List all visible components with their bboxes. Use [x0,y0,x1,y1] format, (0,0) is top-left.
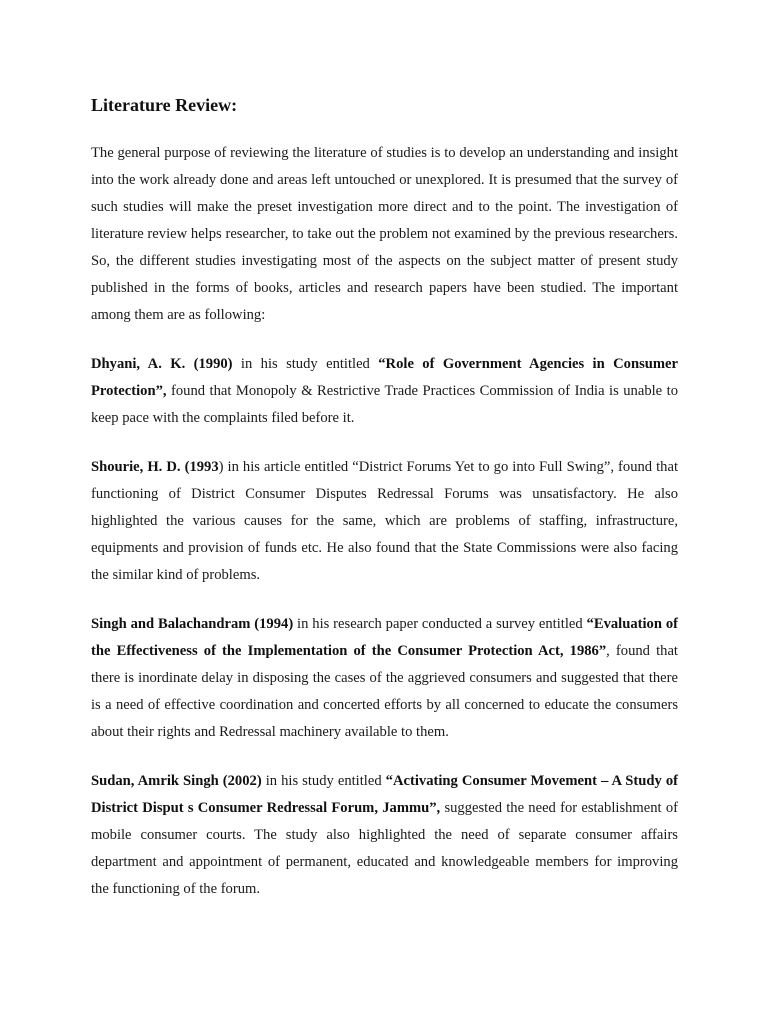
review-lead-text: in his research paper conducted a survey entitled [293,616,587,632]
review-author: Sudan, Amrik Singh (2002) [91,773,262,789]
review-author: Shourie, H. D. (1993 [91,459,219,475]
review-author: Singh and Balachandram (1994) [91,616,294,632]
review-title: “Activating Consumer Movement – A Study of District Disput s Consumer Redressal Forum, Jammu”, [91,773,678,816]
review-body-text: , found that there is inordinate delay in disposing the cases of the aggrieved consumers and suggested that there is a need of effective coordination and concerted efforts by all concerned to educate the consumers about their rights and Redressal machinery available to them. [91,643,678,740]
section-heading: Literature Review: [91,95,238,115]
review-author: Dhyani, A. K. (1990) [91,356,233,372]
review-paragraph-shourie [91,454,678,589]
review-body-text: found that Monopoly & Restrictive Trade Practices Commission of India is unable to keep pace with the complaints filed before it. [91,383,678,426]
review-lead-text: in his study entitled [232,356,379,372]
review-title: “Role of Government Agencies in Consumer Protection”, [91,356,678,399]
document-body [91,93,678,925]
review-body-text: “District Forums Yet to go into Full Swing”, found that functioning of District Consumer Disputes Redressal Forums was unsatisfactory. He also highlighted the various causes for the same, which are problems of staffing, infrastructure, equipments and provision of funds etc. He also found that the State Commissions were also facing the similar kind of problems. [91,459,678,583]
review-paragraph-sudan [91,768,678,903]
review-lead-text: ) in his article entitled [218,459,353,475]
review-paragraph-dhyani [91,351,678,432]
review-paragraph-singh [91,611,678,746]
intro-paragraph: The general purpose of reviewing the literature of studies is to develop an understanding and insight into the work already done and areas left untouched or unexplored. It is presumed that the survey of such studies will make the preset investigation more direct and to the point. The investigation of literature review helps researcher, to take out the problem not examined by the previous researchers. So, the different studies investigating most of the aspects on the subject matter of present study published in the forms of books, articles and research papers have been studied. The important among them are as following: [91,145,678,323]
review-body-text: suggested the need for establishment of mobile consumer courts. The study also highlighted the need of separate consumer affairs department and appointment of permanent, educated and knowledgeable members for improving the functioning of the forum. [91,800,678,897]
review-title: “Evaluation of the Effectiveness of the Implementation of the Consumer Protection Act, 1986” [91,616,678,659]
review-lead-text: in his study entitled [261,773,386,789]
